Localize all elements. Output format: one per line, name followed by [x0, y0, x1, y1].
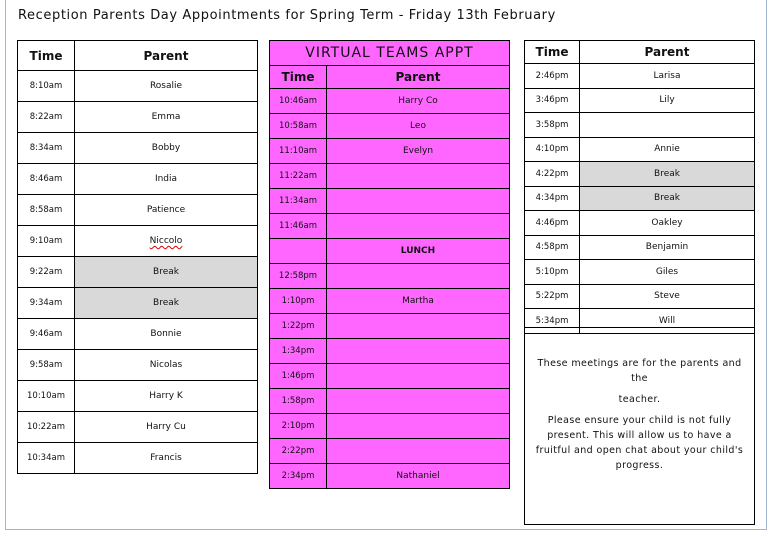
time-cell: 4:46pm [525, 211, 580, 236]
time-cell: 9:34am [18, 288, 75, 319]
parent-cell [327, 314, 510, 339]
parent-cell [327, 189, 510, 214]
parent-cell [327, 164, 510, 189]
parent-cell [580, 113, 755, 138]
table-row [18, 412, 258, 443]
time-cell: 10:58am [270, 114, 327, 139]
time-cell: 5:34pm [525, 309, 580, 334]
table-row [525, 64, 755, 89]
time-cell: 10:46am [270, 89, 327, 114]
table-row [18, 195, 258, 226]
time-cell: 2:22pm [270, 439, 327, 464]
time-cell: 1:58pm [270, 389, 327, 414]
time-cell: 4:10pm [525, 137, 580, 162]
time-cell: 8:34am [18, 133, 75, 164]
table-row [525, 137, 755, 162]
time-cell: 2:46pm [525, 64, 580, 89]
time-header: Time [270, 66, 327, 89]
table-row [525, 235, 755, 260]
meeting-note [524, 327, 755, 525]
parent-cell: India [75, 164, 258, 195]
table-row [270, 364, 510, 389]
parent-cell: Steve [580, 284, 755, 309]
table-row [525, 88, 755, 113]
time-cell: 4:34pm [525, 186, 580, 211]
table-row [270, 214, 510, 239]
table-row [270, 414, 510, 439]
parent-cell: Harry K [75, 381, 258, 412]
time-cell: 8:58am [18, 195, 75, 226]
note-line-1: These meetings are for the parents and the [537, 358, 742, 384]
afternoon-appointments-table [524, 40, 755, 334]
table-row [270, 289, 510, 314]
parent-cell [75, 226, 258, 257]
time-header: Time [525, 41, 580, 64]
table-row [18, 319, 258, 350]
break-row [18, 257, 258, 288]
parent-cell: Lily [580, 88, 755, 113]
parent-cell: Bobby [75, 133, 258, 164]
time-cell: 12:58pm [270, 264, 327, 289]
parent-cell [327, 439, 510, 464]
parent-cell: Bonnie [75, 319, 258, 350]
parent-cell: Rosalie [75, 71, 258, 102]
break-row [525, 186, 755, 211]
parent-cell: Will [580, 309, 755, 334]
break-row [18, 288, 258, 319]
parent-cell: Emma [75, 102, 258, 133]
table-row [270, 189, 510, 214]
time-cell: 10:34am [18, 443, 75, 474]
table-row [270, 264, 510, 289]
header-row [270, 66, 510, 89]
time-cell: 11:34am [270, 189, 327, 214]
parent-cell: Break [75, 288, 258, 319]
parent-header: Parent [580, 41, 755, 64]
lunch-label: LUNCH [327, 239, 510, 264]
header-row [18, 41, 258, 71]
parent-cell: Leo [327, 114, 510, 139]
time-cell: 8:22am [18, 102, 75, 133]
header-row [525, 41, 755, 64]
table-row [525, 284, 755, 309]
time-cell: 4:22pm [525, 162, 580, 187]
parent-header: Parent [327, 66, 510, 89]
parent-cell [327, 264, 510, 289]
parent-cell: Giles [580, 260, 755, 285]
parent-cell: Harry Cu [75, 412, 258, 443]
time-cell: 9:10am [18, 226, 75, 257]
parent-cell: Francis [75, 443, 258, 474]
parent-cell [327, 389, 510, 414]
parent-cell: Benjamin [580, 235, 755, 260]
table-row [270, 164, 510, 189]
table-row [18, 443, 258, 474]
time-cell: 11:46am [270, 214, 327, 239]
time-cell: 11:10am [270, 139, 327, 164]
time-header: Time [18, 41, 75, 71]
time-cell: 1:10pm [270, 289, 327, 314]
page-title: Reception Parents Day Appointments for Spring Term - Friday 13th February [18, 8, 556, 23]
parent-cell: Oakley [580, 211, 755, 236]
table-row [18, 164, 258, 195]
time-cell: 8:46am [18, 164, 75, 195]
parent-cell [327, 414, 510, 439]
banner-row [270, 41, 510, 66]
parent-cell: Harry Co [327, 89, 510, 114]
time-cell: 10:10am [18, 381, 75, 412]
table-row [270, 464, 510, 489]
time-cell: 10:22am [18, 412, 75, 443]
table-row [270, 114, 510, 139]
table-row [525, 113, 755, 138]
time-cell: 1:34pm [270, 339, 327, 364]
table-row [18, 133, 258, 164]
time-cell: 8:10am [18, 71, 75, 102]
table-row [18, 350, 258, 381]
time-cell: 3:46pm [525, 88, 580, 113]
parent-cell: Annie [580, 137, 755, 162]
break-row [525, 162, 755, 187]
time-cell: 5:22pm [525, 284, 580, 309]
time-cell: 1:22pm [270, 314, 327, 339]
morning-appointments-table [17, 40, 258, 474]
virtual-teams-table [269, 40, 510, 489]
lunch-row [270, 239, 510, 264]
parent-cell: Evelyn [327, 139, 510, 164]
parent-cell: Patience [75, 195, 258, 226]
table-row [525, 211, 755, 236]
parent-cell [327, 214, 510, 239]
table-row [270, 439, 510, 464]
table-row [18, 381, 258, 412]
time-cell: 11:22am [270, 164, 327, 189]
parent-cell: Break [580, 162, 755, 187]
table-row [270, 389, 510, 414]
parent-name: Niccolo [149, 236, 183, 246]
parent-cell: Martha [327, 289, 510, 314]
virtual-teams-banner: VIRTUAL TEAMS APPT [270, 41, 510, 66]
table-row [18, 226, 258, 257]
table-row [525, 260, 755, 285]
table-row [18, 102, 258, 133]
time-cell: 1:46pm [270, 364, 327, 389]
parent-cell: Break [580, 186, 755, 211]
parent-cell [327, 364, 510, 389]
time-cell [270, 239, 327, 264]
parent-cell: Larisa [580, 64, 755, 89]
table-row [270, 89, 510, 114]
time-cell: 9:46am [18, 319, 75, 350]
table-row [270, 314, 510, 339]
time-cell: 9:22am [18, 257, 75, 288]
table-row [270, 139, 510, 164]
parent-cell: Break [75, 257, 258, 288]
note-line-3: Please ensure your child is not fully present. This will allow us to have a fruitful and open chat about your child's progress. [535, 415, 744, 471]
parent-header: Parent [75, 41, 258, 71]
table-row [270, 339, 510, 364]
time-cell: 5:10pm [525, 260, 580, 285]
time-cell: 3:58pm [525, 113, 580, 138]
parent-cell: Nicolas [75, 350, 258, 381]
time-cell: 4:58pm [525, 235, 580, 260]
note-line-2: teacher. [618, 394, 661, 405]
parent-cell [327, 339, 510, 364]
time-cell: 9:58am [18, 350, 75, 381]
parent-cell: Nathaniel [327, 464, 510, 489]
time-cell: 2:10pm [270, 414, 327, 439]
time-cell: 2:34pm [270, 464, 327, 489]
table-row [18, 71, 258, 102]
